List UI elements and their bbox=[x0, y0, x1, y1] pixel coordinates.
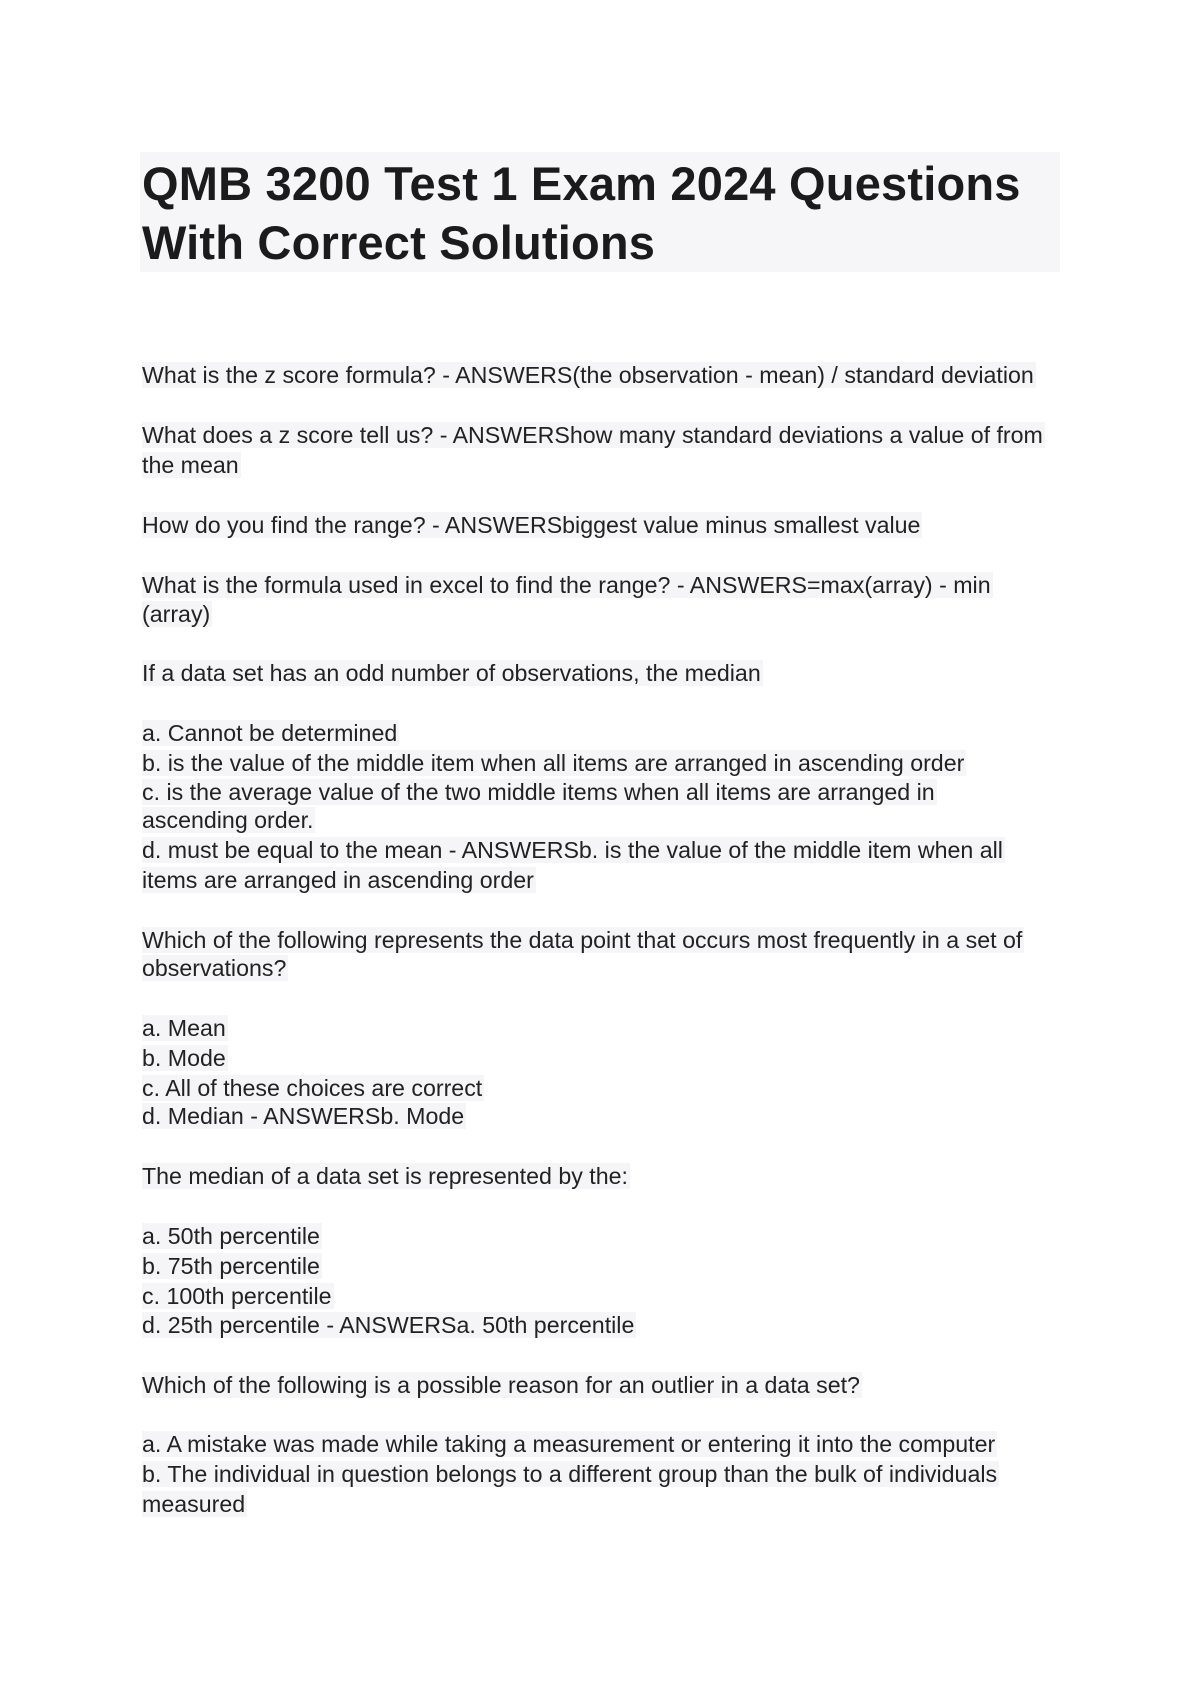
text-line: c. 100th percentile bbox=[142, 1283, 332, 1309]
text-line: c. is the average value of the two middle items when all items are arranged in bbox=[142, 779, 935, 805]
text-line: b. The individual in question belongs to a different group than the bulk of individuals bbox=[142, 1461, 998, 1487]
text-line: the mean bbox=[142, 452, 239, 478]
document-title-line-1: QMB 3200 Test 1 Exam 2024 Questions bbox=[142, 157, 1021, 210]
text-line: ascending order. bbox=[142, 807, 314, 833]
text-line: b. is the value of the middle item when all items are arranged in ascending order bbox=[142, 750, 965, 776]
text-line: The median of a data set is represented by the: bbox=[142, 1163, 628, 1189]
text-line: d. must be equal to the mean - ANSWERSb. is the value of the middle item when all bbox=[142, 837, 1003, 863]
text-line: a. A mistake was made while taking a measurement or entering it into the computer bbox=[142, 1431, 996, 1457]
text-line: observations? bbox=[142, 955, 287, 981]
text-line: a. Mean bbox=[142, 1015, 226, 1041]
text-line: What does a z score tell us? - ANSWERShow many standard deviations a value of from bbox=[142, 422, 1043, 448]
text-line: b. Mode bbox=[142, 1045, 226, 1071]
text-line: a. 50th percentile bbox=[142, 1223, 320, 1249]
text-line: a. Cannot be determined bbox=[142, 720, 398, 746]
text-line: Which of the following is a possible reason for an outlier in a data set? bbox=[142, 1372, 860, 1398]
text-line: d. Median - ANSWERSb. Mode bbox=[142, 1103, 465, 1129]
text-line: d. 25th percentile - ANSWERSa. 50th percentile bbox=[142, 1312, 635, 1338]
text-line: How do you find the range? - ANSWERSbiggest value minus smallest value bbox=[142, 512, 921, 538]
text-line: What is the formula used in excel to find the range? - ANSWERS=max(array) - min bbox=[142, 572, 991, 598]
text-line: If a data set has an odd number of observations, the median bbox=[142, 660, 761, 686]
text-line: c. All of these choices are correct bbox=[142, 1075, 483, 1101]
text-line: Which of the following represents the data point that occurs most frequently in a set of bbox=[142, 927, 1023, 953]
document-title-line-2: With Correct Solutions bbox=[142, 216, 656, 269]
text-line: items are arranged in ascending order bbox=[142, 867, 534, 893]
text-line: What is the z score formula? - ANSWERS(the observation - mean) / standard deviation bbox=[142, 362, 1034, 388]
text-line: measured bbox=[142, 1491, 246, 1517]
text-line: b. 75th percentile bbox=[142, 1253, 320, 1279]
text-line: (array) bbox=[142, 601, 211, 627]
